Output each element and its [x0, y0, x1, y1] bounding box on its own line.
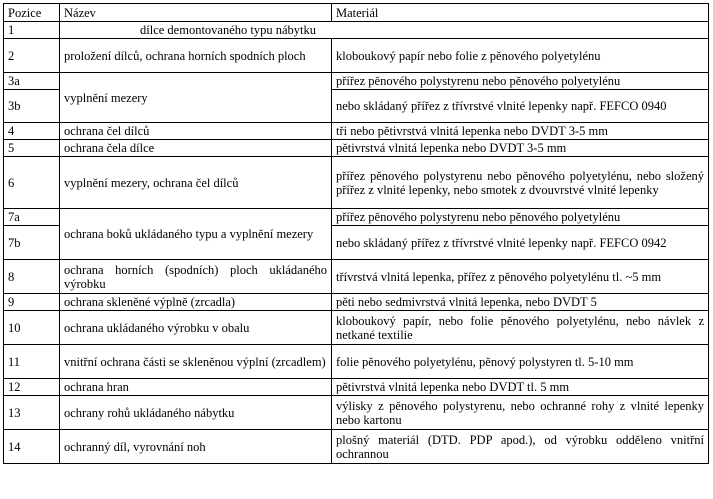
header-material: Materiál	[332, 4, 709, 22]
cell-name: ochranný díl, vyrovnání noh	[60, 430, 332, 464]
cell-name: vyplnění mezery	[60, 73, 332, 123]
materials-table	[3, 3, 709, 464]
cell-position: 9	[4, 294, 60, 311]
cell-material: třívrstvá vlnitá lepenka, přířez z pěnového polyetylénu tl. ~5 mm	[332, 260, 709, 294]
cell-position: 1	[4, 22, 60, 39]
cell-material: přířez pěnového polystyrenu nebo pěnového polyetylénu	[332, 209, 709, 226]
table-row	[4, 430, 709, 464]
cell-position: 2	[4, 39, 60, 73]
cell-position: 3b	[4, 90, 60, 123]
table-row	[4, 396, 709, 430]
cell-name: ochrana hran	[60, 379, 332, 396]
header-row	[4, 4, 709, 22]
table-row	[4, 22, 709, 39]
cell-material: kloboukový papír nebo folie z pěnového polyetylénu	[332, 39, 709, 73]
cell-name: ochrana boků ukládaného typu a vyplnění mezery	[60, 209, 332, 260]
cell-name: proložení dílců, ochrana horních spodních ploch	[60, 39, 332, 73]
cell-material: výlisky z pěnového polystyrenu, nebo ochranné rohy z vlnité lepenky nebo kartonu	[332, 396, 709, 430]
cell-name: dílce demontovaného typu nábytku	[60, 22, 709, 39]
cell-position: 12	[4, 379, 60, 396]
table-row	[4, 123, 709, 140]
cell-position: 8	[4, 260, 60, 294]
cell-position: 11	[4, 345, 60, 379]
cell-position: 5	[4, 140, 60, 157]
cell-material: nebo skládaný přířez z třívrstvé vlnité lepenky např. FEFCO 0940	[332, 90, 709, 123]
cell-material: nebo skládaný přířez z třívrstvé vlnité lepenky např. FEFCO 0942	[332, 226, 709, 260]
cell-material: pětivrstvá vlnitá lepenka nebo DVDT 3-5 mm	[332, 140, 709, 157]
cell-material: kloboukový papír, nebo folie pěnového polyetylénu, nebo návlek z netkané textilie	[332, 311, 709, 345]
cell-name: vnitřní ochrana části se skleněnou výplní (zrcadlem)	[60, 345, 332, 379]
table-row	[4, 157, 709, 209]
cell-position: 10	[4, 311, 60, 345]
table-row	[4, 379, 709, 396]
cell-material: pěti nebo sedmivrstvá vlnitá lepenka, nebo DVDT 5	[332, 294, 709, 311]
table-row	[4, 140, 709, 157]
cell-position: 7b	[4, 226, 60, 260]
cell-material: folie pěnového polyetylénu, pěnový polystyren tl. 5-10 mm	[332, 345, 709, 379]
cell-name: ochrana skleněné výplně (zrcadla)	[60, 294, 332, 311]
cell-position: 3a	[4, 73, 60, 90]
cell-name: ochrana horních (spodních) ploch ukládaného výrobku	[60, 260, 332, 294]
cell-material: přířez pěnového polystyrenu nebo pěnového polyetylénu, nebo složený přířez z vlnité lepenky, nebo smotek z dvouvrstvé vlnité lepenky	[332, 157, 709, 209]
cell-position: 13	[4, 396, 60, 430]
table-row	[4, 311, 709, 345]
cell-position: 14	[4, 430, 60, 464]
cell-name: ochrany rohů ukládaného nábytku	[60, 396, 332, 430]
cell-position: 7a	[4, 209, 60, 226]
table-row	[4, 294, 709, 311]
cell-position: 6	[4, 157, 60, 209]
header-position: Pozice	[4, 4, 60, 22]
cell-name: ochrana čel dílců	[60, 123, 332, 140]
cell-material: tři nebo pětivrstvá vlnitá lepenka nebo DVDT 3-5 mm	[332, 123, 709, 140]
cell-material: pětivrstvá vlnitá lepenka nebo DVDT tl. 5 mm	[332, 379, 709, 396]
cell-position: 4	[4, 123, 60, 140]
table-row	[4, 260, 709, 294]
cell-name: ochrana čela dílce	[60, 140, 332, 157]
cell-name: ochrana ukládaného výrobku v obalu	[60, 311, 332, 345]
cell-material: přířez pěnového polystyrenu nebo pěnového polyetylénu	[332, 73, 709, 90]
table-row	[4, 209, 709, 226]
table-row	[4, 39, 709, 73]
table-row	[4, 345, 709, 379]
header-name: Název	[60, 4, 332, 22]
table-row	[4, 73, 709, 90]
cell-name: vyplnění mezery, ochrana čel dílců	[60, 157, 332, 209]
cell-material: plošný materiál (DTD. PDP apod.), od výrobku odděleno vnitřní ochrannou	[332, 430, 709, 464]
